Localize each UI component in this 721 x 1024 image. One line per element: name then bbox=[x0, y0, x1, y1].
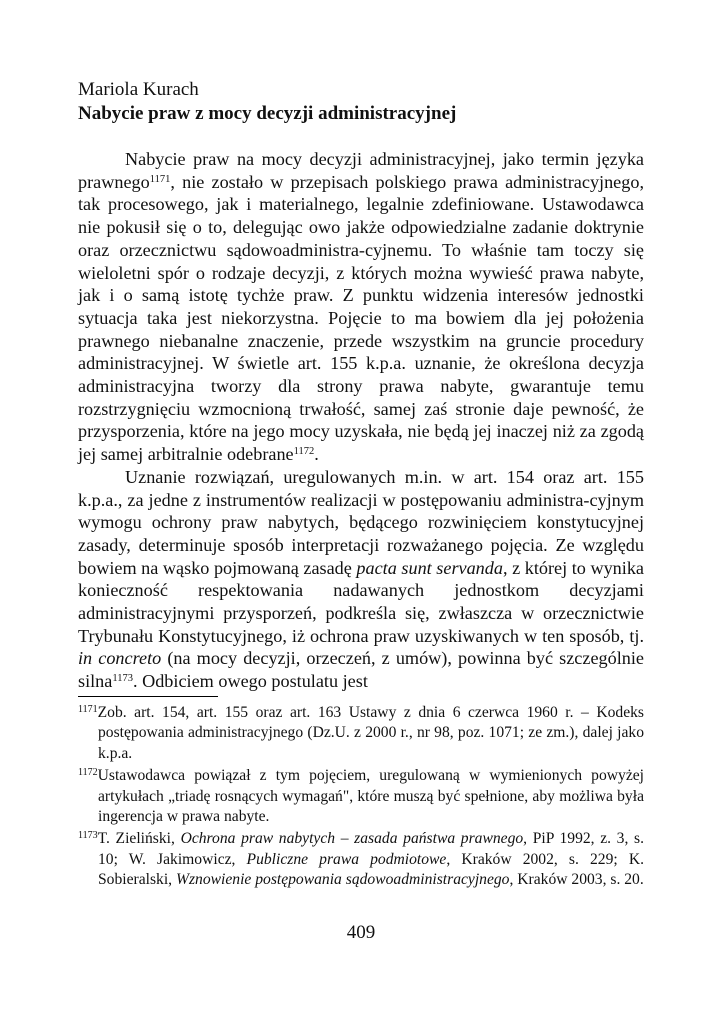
italic-phrase: in concreto bbox=[78, 648, 162, 669]
footnote-ref-1172[interactable]: 1172 bbox=[293, 446, 315, 458]
footnote-1172: $^{1172}$Ustawodawca powiązał z tym pojęciem, uregulowaną w wymienionych powyżej artykułach „triadę rosnących wymagań", które muszą być spełnione, aby możliwa była ingerencja w prawa nabyte. bbox=[78, 767, 644, 826]
italic-phrase: pacta sunt servanda bbox=[356, 557, 503, 578]
chapter-title: Nabycie praw z mocy decyzji administracyjnej bbox=[78, 103, 457, 124]
page-number: 409 bbox=[346, 922, 376, 943]
footnote-number: 1172 bbox=[78, 767, 98, 779]
paragraph-1: Nabycie praw na mocy decyzji administracyjnej, jako termin języka prawnego$^{1171}$, nie zostało w przepisach polskiego prawa administracyjnego, tak procesowego, jak i materialnego, legalnie zdefiniowane. Ustawodawca nie pokusił się o to, delegując owo jakże odpowiedzialne zadanie doktrynie oraz orzecznictwu sądowoadministra-cyjnemu. To właśnie tam toczy się wieloletni spór o rodzaje decyzji, z których można wywieść prawa nabyte, jak i o samą istotę tychże praw. Z punktu widzenia interesów jednostki sytuacja taka jest niekorzystna. Pojęcie to ma bowiem dla jej położenia prawnego niebanalne znaczenie, przede wszystkim na gruncie procedury administracyjnej. W świetle art. 155 k.p.a. uznanie, że określona decyzja administracyjna tworzy dla strony prawa nabyte, gwarantuje temu rozstrzygnięciu wzmocnioną trwałość, samej zaś stronie daje pewność, że przysporzenia, które na jego mocy uzyskała, nie będą jej inaczej niż za zgodą jej samej arbitralnie odebrane$^{1172}$. bbox=[78, 149, 644, 465]
body-text bbox=[78, 148, 644, 693]
footnote-divider bbox=[78, 696, 218, 697]
footnote-ref-1173[interactable]: 1173 bbox=[112, 673, 133, 685]
footnote-1171: $^{1171}$Zob. art. 154, art. 155 oraz art. 163 Ustawy z dnia 6 czerwca 1960 r. – Kodeks postępowania administracyjnego (Dz.U. z 2000 r., nr 98, poz. 1071; ze zm.), dalej jako k.p.a. bbox=[78, 704, 644, 762]
paragraph-2: Uznanie rozwiązań, uregulowanych m.in. w art. 154 oraz art. 155 k.p.a., za jedne z instrumentów realizacji w postępowaniu administra-cyjnym wymogu ochrony praw nabytych, będącego rozwinięciem konstytucyjnej zasady, determinuje sposób interpretacji rozważanego pojęcia. Ze względu bowiem na wąsko pojmowaną zasadę pacta sunt servanda, z której to wynika konieczność respektowania nadawanych jednostkom decyzjami administracyjnymi przysporzeń, podkreśla się, zwłaszcza w orzecznictwie Trybunału Konstytucyjnego, iż ochrona praw uzyskiwanych w ten sposób, tj. in concreto (na mocy decyzji, orzeczeń, z umów), powinna być szczególnie silna$^{1173}$. Odbiciem owego postulatu jest bbox=[78, 466, 644, 692]
footnote-1173: $^{1173}$T. Zieliński, Ochrona praw nabytych – zasada państwa prawnego, PiP 1992, z. 3, s. 10; W. Jakimowicz, Publiczne prawa podmiotowe, Kraków 2002, s. 229; K. Sobieralski, Wznowienie postępowania sądowoadministracyjnego, Kraków 2003, s. 20. bbox=[78, 830, 644, 889]
author-name: Mariola Kurach bbox=[78, 79, 199, 100]
footnote-number: 1171 bbox=[78, 704, 98, 715]
footnote-number: 1173 bbox=[78, 830, 98, 842]
footnote-ref-1171[interactable]: 1171 bbox=[149, 173, 171, 185]
footnotes bbox=[78, 703, 644, 893]
